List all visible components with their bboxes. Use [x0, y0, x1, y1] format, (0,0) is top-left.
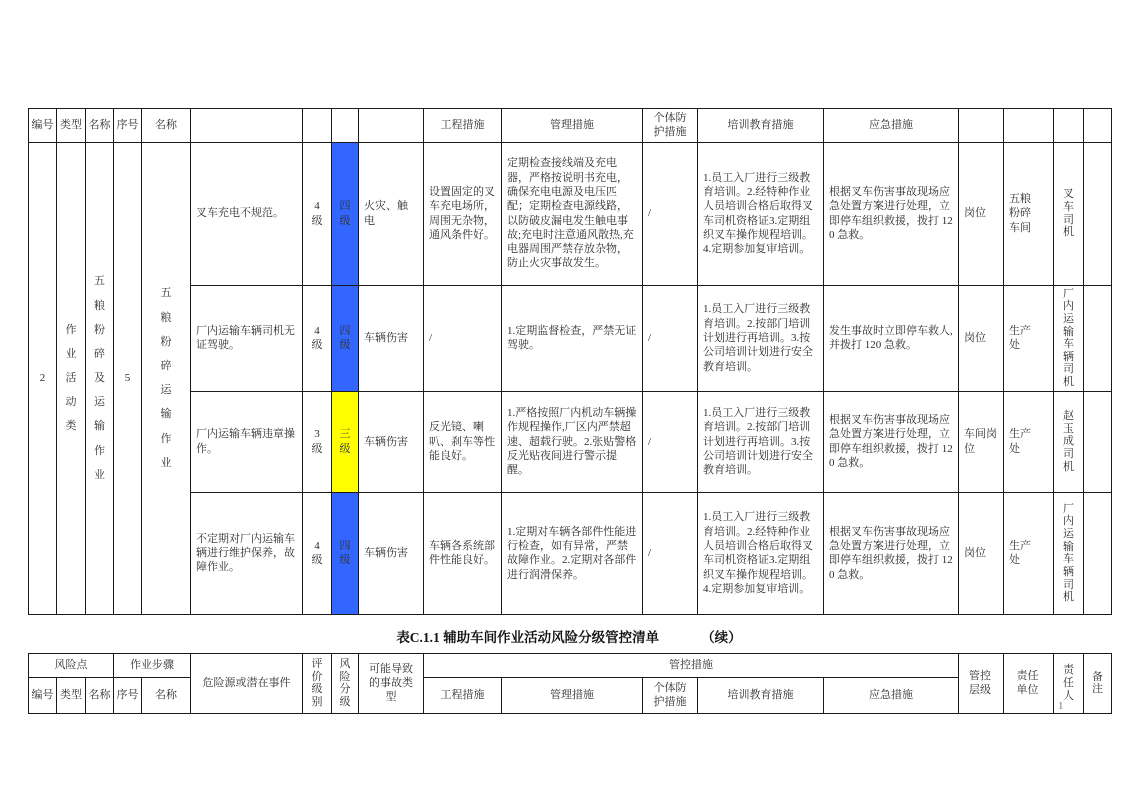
control-level-cell: 岗位 — [959, 492, 1004, 614]
control-level-cell: 车间岗位 — [959, 391, 1004, 492]
note-cell — [1084, 285, 1112, 391]
subheader-type: 类型 — [57, 677, 86, 713]
header-training: 培训教育措施 — [698, 109, 824, 143]
subheader-training: 培训教育措施 — [698, 677, 824, 713]
responsible-person-cell: 厂内运输车辆司机 — [1054, 492, 1084, 614]
note-cell — [1084, 391, 1112, 492]
header-accident-empty — [359, 109, 424, 143]
responsible-unit-cell: 生产处 — [1004, 285, 1054, 391]
subheader-name: 名称 — [86, 677, 114, 713]
group-header-hazard: 危险源或潜在事件 — [191, 653, 303, 713]
header-unit-empty — [1004, 109, 1054, 143]
header-ppe: 个体防护措施 — [643, 109, 698, 143]
hazard-cell: 叉车充电不规范。 — [191, 142, 303, 285]
responsible-person-cell: 厂内运输车辆司机 — [1054, 285, 1084, 391]
hazard-cell: 厂内运输车辆司机无证驾驶。 — [191, 285, 303, 391]
control-level-cell: 岗位 — [959, 142, 1004, 285]
risk-control-table-top — [28, 108, 1112, 615]
emergency-measure-cell: 根据叉车伤害事故现场应急处置方案进行处理，立即停车组织救援，拨打 120 急救。 — [824, 492, 959, 614]
header-hazard-empty — [191, 109, 303, 143]
group-header-accident: 可能导致的事故类型 — [359, 653, 424, 713]
group-type-cell: 作业活动类 — [57, 142, 86, 614]
header-type: 类型 — [57, 109, 86, 143]
table-row — [29, 285, 1112, 391]
header-level-empty — [959, 109, 1004, 143]
responsible-unit-cell: 生产处 — [1004, 391, 1054, 492]
group-name-cell: 五粮粉碎及运输作业 — [86, 142, 114, 614]
hazard-cell: 不定期对厂内运输车辆进行维护保养，故障作业。 — [191, 492, 303, 614]
training-measure-cell: 1.员工入厂进行三级教育培训。2.按部门培训计划进行再培训。3.按公司培训计划进行安全教育培训。 — [698, 285, 824, 391]
top-table-header-row — [29, 109, 1112, 143]
table-title — [28, 626, 1110, 646]
subheader-engineering: 工程措施 — [424, 677, 502, 713]
header-person-empty — [1054, 109, 1084, 143]
header-name: 名称 — [86, 109, 114, 143]
ppe-measure-cell: / — [643, 285, 698, 391]
document-page — [28, 108, 1110, 714]
management-measure-cell: 1.定期监督检查，严禁无证驾驶。 — [502, 285, 643, 391]
engineering-measure-cell: / — [424, 285, 502, 391]
header-name2: 名称 — [142, 109, 191, 143]
note-cell — [1084, 142, 1112, 285]
accident-type-cell: 火灾、触电 — [359, 142, 424, 285]
ppe-measure-cell: / — [643, 492, 698, 614]
eval-level-cell: 4级 — [303, 285, 332, 391]
responsible-person-cell: 赵玉成司机 — [1054, 391, 1084, 492]
header-management: 管理措施 — [502, 109, 643, 143]
risk-level-cell: 三级 — [332, 391, 359, 492]
header-engineering: 工程措施 — [424, 109, 502, 143]
header-no: 编号 — [29, 109, 57, 143]
table-row — [29, 391, 1112, 492]
group-header-person: 责任人 — [1054, 653, 1084, 713]
group-header-risk-point: 风险点 — [29, 653, 114, 677]
header-seq: 序号 — [114, 109, 142, 143]
table-row — [29, 492, 1112, 614]
subheader-name2: 名称 — [142, 677, 191, 713]
engineering-measure-cell: 车辆各系统部件性能良好。 — [424, 492, 502, 614]
group-header-unit: 责任单位 — [1004, 653, 1054, 713]
training-measure-cell: 1.员工入厂进行三级教育培训。2.经特种作业人员培训合格后取得叉车司机资格证3.定期组织叉车操作规程培训。4.定期参加复审培训。 — [698, 142, 824, 285]
training-measure-cell: 1.员工入厂进行三级教育培训。2.经特种作业人员培训合格后取得叉车司机资格证3.定期组织叉车操作规程培训。4.定期参加复审培训。 — [698, 492, 824, 614]
risk-level-cell: 四级 — [332, 142, 359, 285]
bottom-group-header-row — [29, 653, 1112, 677]
header-emergency: 应急措施 — [824, 109, 959, 143]
ppe-measure-cell: / — [643, 142, 698, 285]
accident-type-cell: 车辆伤害 — [359, 492, 424, 614]
subheader-seq: 序号 — [114, 677, 142, 713]
emergency-measure-cell: 发生事故时立即停车救人,并拨打 120 急救。 — [824, 285, 959, 391]
responsible-person-cell: 叉车司机 — [1054, 142, 1084, 285]
management-measure-cell: 1.定期对车辆各部件性能进行检查，如有异常，严禁故障作业。2.定期对各部件进行润滑保养。 — [502, 492, 643, 614]
table-title-text: 辅助车间作业活动风险分级管控清单 — [443, 629, 660, 645]
eval-level-cell: 3级 — [303, 391, 332, 492]
engineering-measure-cell: 设置固定的叉车充电场所，周围无杂物，通风条件好。 — [424, 142, 502, 285]
emergency-measure-cell: 根据叉车伤害事故现场应急处置方案进行处理，立即停车组织救援，拨打 120 急救。 — [824, 142, 959, 285]
group-header-measures: 管控措施 — [424, 653, 959, 677]
ppe-measure-cell: / — [643, 391, 698, 492]
group-name2-cell: 五粮粉碎运输作业 — [142, 142, 191, 614]
management-measure-cell: 1.严格按照厂内机动车辆操作规程操作,厂区内严禁超速、超载行驶。2.张贴警格反光贴夜间进行警示提醒。 — [502, 391, 643, 492]
table-row — [29, 142, 1112, 285]
table-title-number: 表C.1.1 — [396, 629, 440, 645]
risk-control-table-bottom — [28, 653, 1112, 714]
subheader-ppe: 个体防护措施 — [643, 677, 698, 713]
risk-level-cell: 四级 — [332, 285, 359, 391]
accident-type-cell: 车辆伤害 — [359, 391, 424, 492]
responsible-unit-cell: 五粮粉碎车间 — [1004, 142, 1054, 285]
group-seq-cell: 5 — [114, 142, 142, 614]
group-no-cell: 2 — [29, 142, 57, 614]
group-header-risk: 风险分级 — [332, 653, 359, 713]
subheader-management: 管理措施 — [502, 677, 643, 713]
header-risk-empty — [332, 109, 359, 143]
engineering-measure-cell: 反光镜、喇叭、刹车等性能良好。 — [424, 391, 502, 492]
group-header-eval: 评价级别 — [303, 653, 332, 713]
risk-level-cell: 四级 — [332, 492, 359, 614]
note-cell — [1084, 492, 1112, 614]
hazard-cell: 厂内运输车辆违章操作。 — [191, 391, 303, 492]
group-header-level: 管控层级 — [959, 653, 1004, 713]
responsible-unit-cell: 生产处 — [1004, 492, 1054, 614]
eval-level-cell: 4级 — [303, 492, 332, 614]
subheader-no: 编号 — [29, 677, 57, 713]
control-level-cell: 岗位 — [959, 285, 1004, 391]
group-header-work-step: 作业步骤 — [114, 653, 191, 677]
emergency-measure-cell: 根据叉车伤害事故现场应急处置方案进行处理，立即停车组织救援，拨打 120 急救。 — [824, 391, 959, 492]
eval-level-cell: 4级 — [303, 142, 332, 285]
group-header-note: 备注 — [1084, 653, 1112, 713]
header-note-empty — [1084, 109, 1112, 143]
page-number: 1 — [1058, 700, 1064, 712]
accident-type-cell: 车辆伤害 — [359, 285, 424, 391]
subheader-emergency: 应急措施 — [824, 677, 959, 713]
training-measure-cell: 1.员工入厂进行三级教育培训。2.按部门培训计划进行再培训。3.按公司培训计划进行安全教育培训。 — [698, 391, 824, 492]
header-eval-empty — [303, 109, 332, 143]
management-measure-cell: 定期检查接线端及充电器，严格按说明书充电，确保充电电源及电压匹配；定期检查电源线路，以防破皮漏电发生触电事故;充电时注意通风散热,充电器周围严禁存放杂物，防止火灾事故发生。 — [502, 142, 643, 285]
table-title-continued: （续） — [701, 629, 742, 645]
